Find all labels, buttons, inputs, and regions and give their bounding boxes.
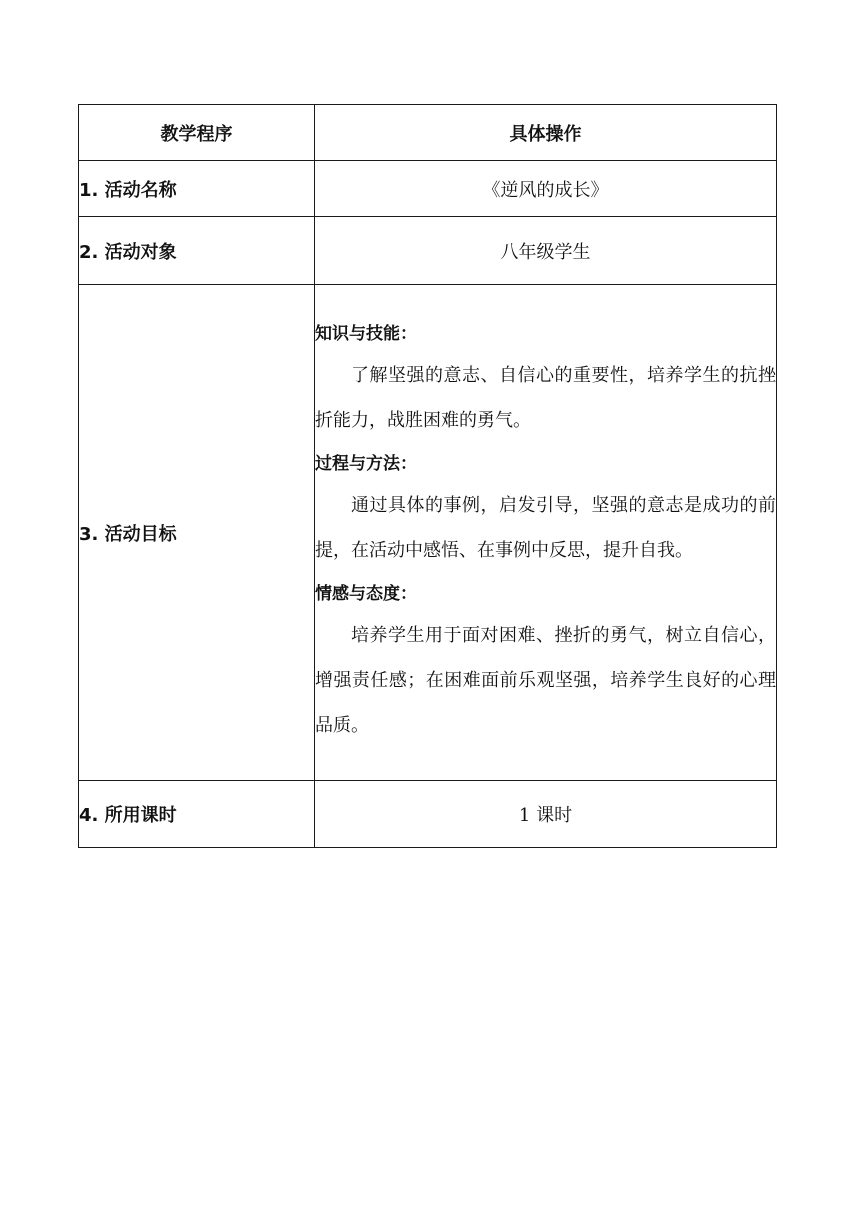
- row-value-activity-goals: [315, 285, 777, 781]
- goal-section-body: 了解坚强的意志、自信心的重要性，培养学生的抗挫折能力，战胜困难的勇气。: [315, 365, 776, 431]
- goal-section-body: 通过具体的事例，启发引导，坚强的意志是成功的前提，在活动中感悟、在事例中反思，提升自我。: [315, 495, 776, 561]
- goal-section-body: 培养学生用于面对困难、挫折的勇气，树立自信心，增强责任感；在困难面前乐观坚强，培养学生良好的心理品质。: [315, 625, 776, 736]
- goal-section-title: 知识与技能：: [315, 324, 417, 344]
- table-row: [79, 161, 777, 217]
- header-procedure: 教学程序: [79, 105, 315, 161]
- table-header-row: [79, 105, 777, 161]
- table-row: [79, 285, 777, 781]
- goal-section-title: 过程与方法：: [315, 454, 417, 474]
- goal-section-title: 情感与态度：: [315, 584, 417, 604]
- row-label-activity-target: 2. 活动对象: [79, 217, 315, 285]
- row-value-activity-target: 八年级学生: [315, 217, 777, 285]
- row-value-activity-name: 《逆风的成长》: [315, 161, 777, 217]
- row-label-activity-goals: 3. 活动目标: [79, 285, 315, 781]
- header-operation: 具体操作: [315, 105, 777, 161]
- row-value-class-hours: 1 课时: [315, 781, 777, 848]
- row-label-class-hours: 4. 所用课时: [79, 781, 315, 848]
- lesson-plan-table: [78, 104, 777, 848]
- row-label-activity-name: 1. 活动名称: [79, 161, 315, 217]
- table-row: [79, 781, 777, 848]
- table-row: [79, 217, 777, 285]
